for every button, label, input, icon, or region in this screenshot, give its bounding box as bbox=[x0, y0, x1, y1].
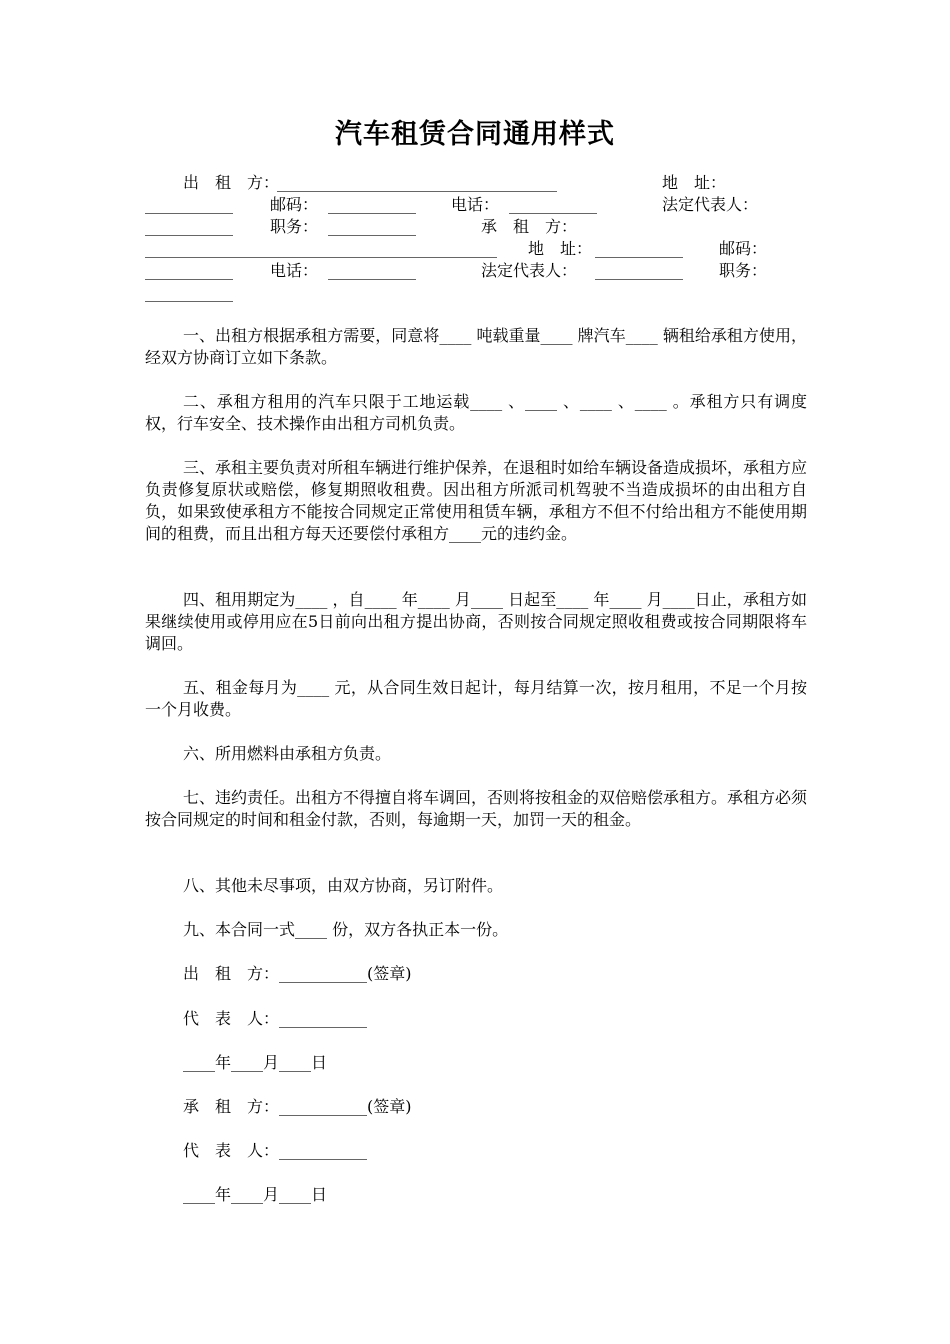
party-line-2 bbox=[145, 194, 805, 216]
clause-text: 一、出租方根据承租方需要，同意将____ 吨载重量____ 牌汽车____ 辆租给承租方使用，经双方协商订立如下条款。 bbox=[145, 326, 807, 367]
lessee-phone-label: 电话： bbox=[270, 261, 319, 280]
party-line-5 bbox=[145, 260, 805, 282]
lessee-blank: ____________________________________________ bbox=[145, 239, 497, 258]
clause-7 bbox=[145, 787, 807, 831]
lessor-signature-line: 出 租 方：___________(签章) bbox=[183, 964, 412, 983]
lessee-postcode-label: 邮码： bbox=[719, 239, 768, 258]
clause-3 bbox=[145, 457, 807, 545]
position-label: 职务： bbox=[270, 217, 319, 236]
phone-label: 电话： bbox=[451, 195, 500, 214]
lessee-address-label: 地 址： bbox=[528, 239, 593, 258]
clause-9 bbox=[145, 919, 807, 941]
clause-text: 四、租用期定为____ ，自____ 年____ 月____ 日起至____ 年____ 月____日止，承租方如果继续使用或停用应在5日前向出租方提出协商，否则按合同规定照收租费或按合同期限将车调回。 bbox=[145, 590, 807, 653]
party-line-3 bbox=[145, 216, 805, 238]
party-line-4 bbox=[145, 238, 805, 260]
lessor-representative-line: 代 表 人：___________ bbox=[183, 1009, 368, 1028]
legal-rep-blank: ___________ bbox=[145, 217, 233, 236]
lessee-legal-rep-label: 法定代表人： bbox=[481, 261, 578, 280]
page-title: 汽车租赁合同通用样式 bbox=[335, 119, 615, 150]
address-label: 地 址： bbox=[662, 173, 727, 192]
clause-2 bbox=[145, 391, 807, 435]
clause-text: 六、所用燃料由承租方负责。 bbox=[183, 744, 392, 763]
clause-text: 八、其他未尽事项，由双方协商，另订附件。 bbox=[183, 876, 504, 895]
lessee-date-line: ____年____月____日 bbox=[183, 1185, 328, 1204]
clause-text: 五、租金每月为____ 元，从合同生效日起计，每月结算一次，按月租用，不足一个月按一个月收费。 bbox=[145, 678, 807, 719]
lessee-phone-blank: ___________ bbox=[328, 261, 416, 280]
clause-1 bbox=[145, 325, 807, 369]
legal-rep-label: 法定代表人： bbox=[662, 195, 759, 214]
lessee-address-blank: ___________ bbox=[595, 239, 683, 258]
clause-6 bbox=[145, 743, 807, 765]
lessee-signature-line: 承 租 方：___________(签章) bbox=[183, 1097, 412, 1116]
clause-8 bbox=[145, 875, 807, 897]
postcode-label: 邮码： bbox=[270, 195, 319, 214]
clause-5 bbox=[145, 677, 807, 721]
clause-text: 三、承租主要负责对所租车辆进行维护保养，在退租时如给车辆设备造成损坏，承租方应负责修复原状或赔偿，修复期照收租费。因出租方所派司机驾驶不当造成损坏的由出租方自负，如果致使承租方不能按合同规定正常使用租赁车辆，承租方不但不付给出租方不能使用期间的租费，而且出租方每天还要偿付承租方____元的违约金。 bbox=[145, 458, 808, 543]
address-blank: ___________ bbox=[145, 195, 233, 214]
lessee-postcode-blank: ___________ bbox=[145, 261, 233, 280]
position-blank: ___________ bbox=[328, 217, 416, 236]
party-line-1 bbox=[145, 172, 805, 194]
lessee-legal-rep-blank: ___________ bbox=[595, 261, 683, 280]
clause-text: 九、本合同一式____ 份，双方各执正本一份。 bbox=[183, 920, 509, 939]
phone-blank: ___________ bbox=[509, 195, 597, 214]
lessee-label: 承 租 方： bbox=[481, 217, 578, 236]
lessor-date-line: ____年____月____日 bbox=[183, 1053, 328, 1072]
lessor-blank: ___________________________________ bbox=[277, 173, 557, 192]
lessee-position-label: 职务： bbox=[719, 261, 768, 280]
lessee-position-blank: ___________ bbox=[145, 283, 233, 302]
party-line-6 bbox=[145, 282, 805, 304]
clause-4 bbox=[145, 589, 807, 655]
lessee-representative-line: 代 表 人：___________ bbox=[183, 1141, 368, 1160]
clause-text: 七、违约责任。出租方不得擅自将车调回，否则将按租金的双倍赔偿承租方。承租方必须按合同规定的时间和租金付款，否则，每逾期一天，加罚一天的租金。 bbox=[145, 788, 808, 829]
postcode-blank: ___________ bbox=[328, 195, 416, 214]
clause-text: 二、承租方租用的汽车只限于工地运载____ 、____ 、____ 、____ 。承租方只有调度权，行车安全、技术操作由出租方司机负责。 bbox=[145, 392, 807, 433]
party-info-block bbox=[145, 172, 805, 304]
lessor-label: 出 租 方： bbox=[183, 173, 280, 192]
